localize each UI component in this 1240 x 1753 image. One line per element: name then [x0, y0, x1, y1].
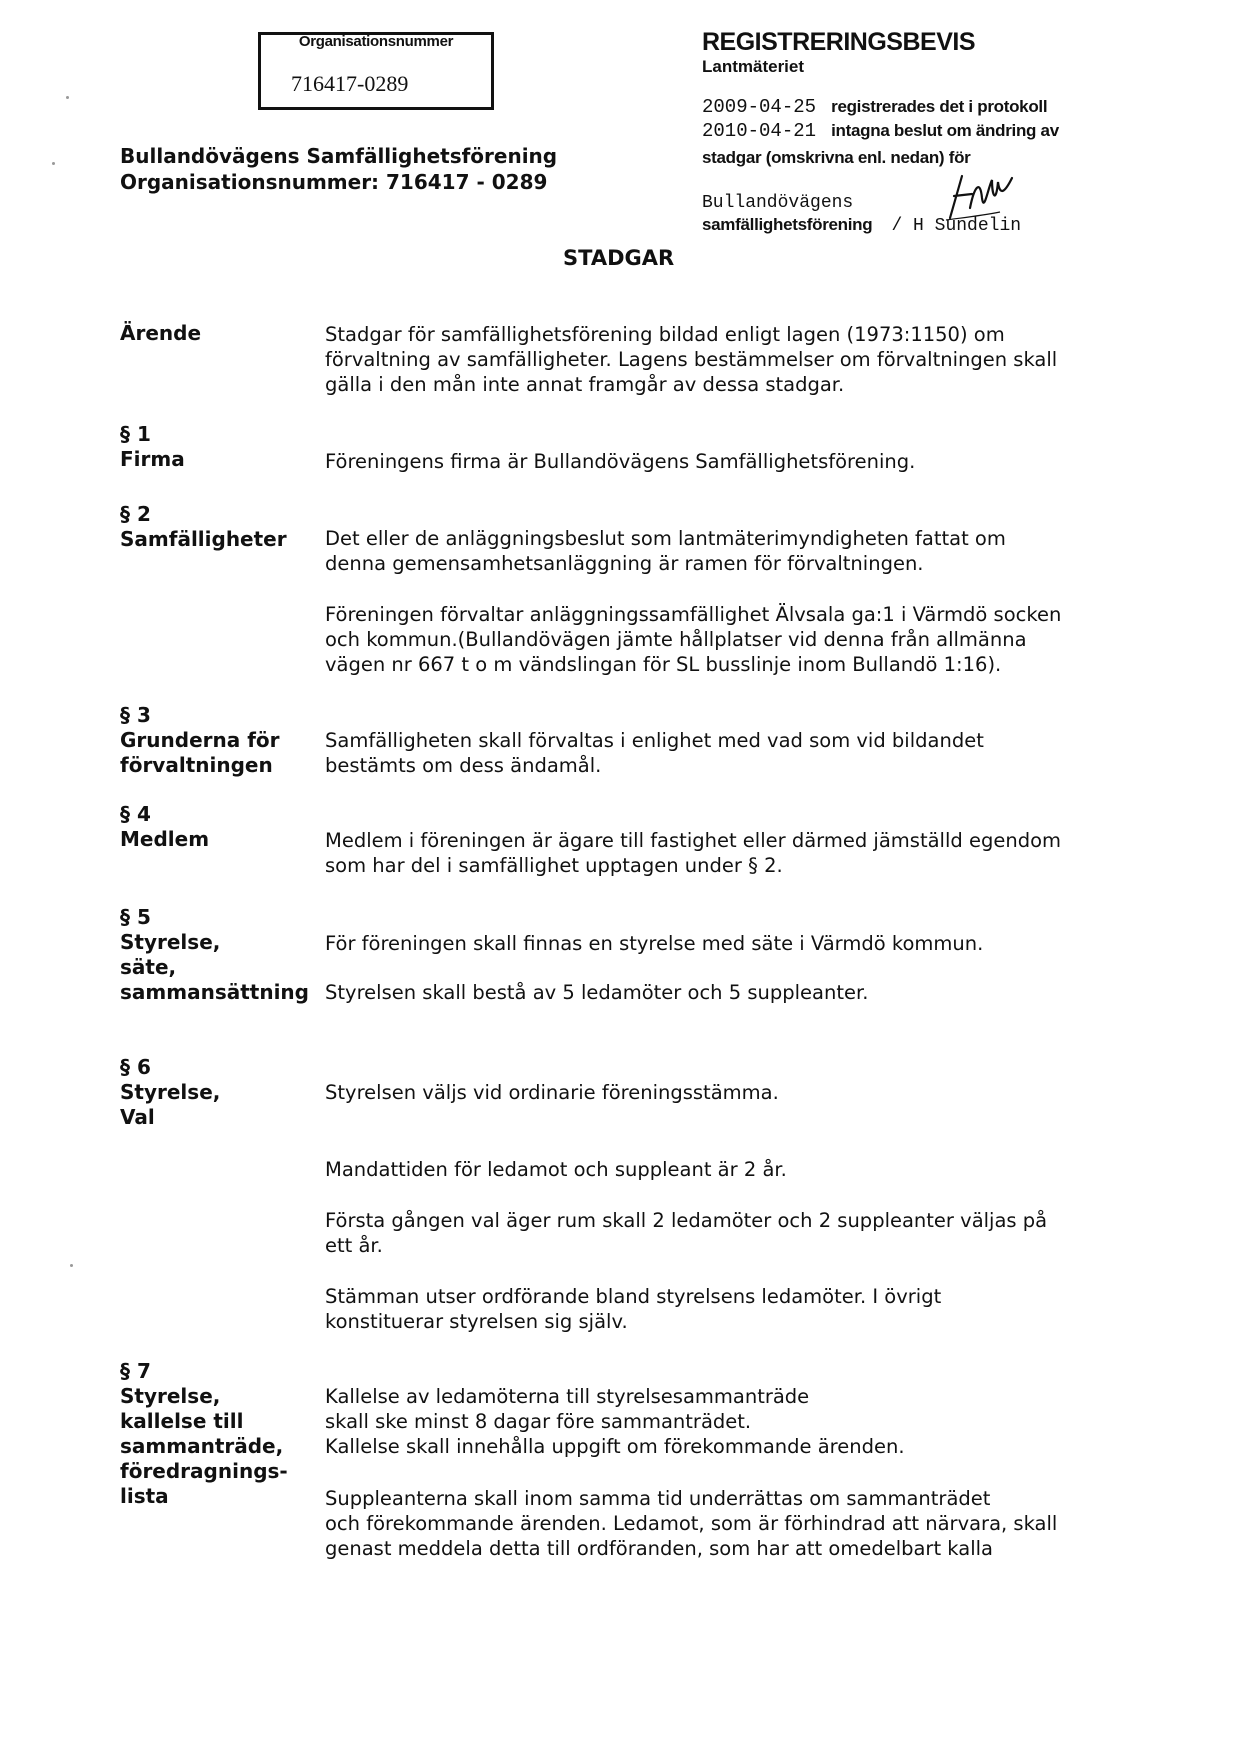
registration-date-1: 2009-04-25	[702, 96, 817, 118]
section-1-label	[120, 422, 185, 472]
section-6-paragraph-4	[325, 1284, 941, 1334]
registration-text-2: intagna beslut om ändring av	[831, 121, 1059, 140]
section-3-number: § 3	[120, 703, 151, 727]
section-arende-text	[325, 322, 1057, 397]
registration-date-2: 2010-04-21	[702, 120, 817, 142]
registration-authority: Lantmäteriet	[702, 57, 805, 76]
section-6-paragraph-1: Styrelsen väljs vid ordinarie föreningsstämma.	[325, 1081, 779, 1104]
section-3-text	[325, 728, 984, 778]
section-4-text	[325, 828, 1061, 878]
section-6-paragraph-3	[325, 1208, 1047, 1258]
text-line: och förekommande ärenden. Ledamot, som är förhindrad att närvara, skall	[325, 1512, 1058, 1535]
signature-image	[940, 168, 1020, 230]
section-3-title-line: förvaltningen	[120, 753, 273, 777]
org-number-box-label: Organisationsnummer	[298, 33, 454, 50]
section-5-paragraph-1: För föreningen skall finnas en styrelse med säte i Värmdö kommun.	[325, 932, 984, 955]
section-5-label	[120, 905, 309, 1005]
section-2-title: Samfälligheter	[120, 527, 287, 551]
section-5-paragraph-2: Styrelsen skall bestå av 5 ledamöter och 5 suppleanter.	[325, 981, 869, 1004]
text-line: Suppleanterna skall inom samma tid underrättas om sammanträdet	[325, 1487, 991, 1510]
association-header	[120, 143, 557, 195]
text-line: som har del i samfällighet upptagen under § 2.	[325, 854, 783, 877]
section-4-label	[120, 802, 209, 852]
section-2-paragraph-2	[325, 602, 1061, 677]
text-line: Kallelse av ledamöterna till styrelsesammanträde	[325, 1385, 810, 1408]
org-number-box	[258, 32, 494, 110]
section-7-title-line: lista	[120, 1484, 169, 1508]
text-line: gälla i den mån inte annat framgår av dessa stadgar.	[325, 373, 845, 396]
section-7-title-line: kallelse till	[120, 1409, 244, 1433]
section-6-number: § 6	[120, 1055, 151, 1079]
section-arende-label: Ärende	[120, 321, 202, 345]
text-line: Stämman utser ordförande bland styrelsens ledamöter. I övrigt	[325, 1285, 942, 1308]
section-2-label	[120, 502, 287, 552]
section-3-title-line: Grunderna för	[120, 728, 280, 752]
text-line: bestämts om dess ändamål.	[325, 754, 602, 777]
section-5-title-line: Styrelse,	[120, 930, 221, 954]
text-line: förvaltning av samfälligheter. Lagens bestämmelser om förvaltningen skall	[325, 348, 1058, 371]
section-2-paragraph-1	[325, 526, 1006, 576]
section-3-label	[120, 703, 280, 778]
text-line: genast meddela detta till ordföranden, som har att omedelbart kalla	[325, 1537, 993, 1560]
registration-name-2: samfällighetsförening	[702, 215, 873, 234]
registration-stamp	[702, 28, 975, 77]
section-6-paragraph-2: Mandattiden för ledamot och suppleant är 2 år.	[325, 1158, 787, 1181]
text-line: denna gemensamhetsanläggning är ramen för förvaltningen.	[325, 552, 924, 575]
registration-text-3: stadgar (omskrivna enl. nedan) för	[702, 148, 971, 167]
section-6-title-line: Val	[120, 1105, 155, 1129]
text-line: Stadgar för samfällighetsförening bildad enligt lagen (1973:1150) om	[325, 323, 1005, 346]
section-5-title-line: sammansättning	[120, 980, 309, 1004]
text-line: och kommun.(Bullandövägen jämte hållplatser vid denna från allmänna	[325, 628, 1027, 651]
section-5-title-line: säte,	[120, 955, 177, 979]
text-line: Föreningen förvaltar anläggningssamfällighet Älvsala ga:1 i Värmdö socken	[325, 603, 1062, 626]
section-4-number: § 4	[120, 802, 151, 826]
text-line: skall ske minst 8 dagar före sammanträdet.	[325, 1410, 752, 1433]
scan-speck	[70, 1264, 73, 1267]
section-7-title-line: föredragnings-	[120, 1459, 288, 1483]
section-5-number: § 5	[120, 905, 151, 929]
registration-title: REGISTRERINGSBEVIS	[702, 28, 975, 56]
text-line: Första gången val äger rum skall 2 ledamöter och 2 suppleanter väljas på	[325, 1209, 1048, 1232]
registration-line-1	[702, 96, 1047, 118]
registration-line-2	[702, 120, 1059, 142]
section-7-label	[120, 1359, 288, 1509]
section-1-number: § 1	[120, 422, 151, 446]
text-line: ett år.	[325, 1234, 383, 1257]
section-6-label	[120, 1055, 220, 1130]
section-7-title-line: Styrelse,	[120, 1384, 221, 1408]
document-heading: STADGAR	[563, 246, 675, 270]
association-name: Bullandövägens Samfällighetsförening	[120, 144, 558, 168]
text-line: Medlem i föreningen är ägare till fastighet eller därmed jämställd egendom	[325, 829, 1061, 852]
section-6-title-line: Styrelse,	[120, 1080, 221, 1104]
section-7-paragraph-1	[325, 1384, 905, 1459]
section-1-text: Föreningens firma är Bullandövägens Samfällighetsförening.	[325, 450, 916, 473]
text-line: Det eller de anläggningsbeslut som lantmäterimyndigheten fattat om	[325, 527, 1006, 550]
registration-text-1: registrerades det i protokoll	[831, 97, 1048, 116]
association-orgnr: Organisationsnummer: 716417 - 0289	[120, 170, 548, 194]
section-2-number: § 2	[120, 502, 151, 526]
section-7-title-line: sammanträde,	[120, 1434, 284, 1458]
section-1-title: Firma	[120, 447, 185, 471]
scan-speck	[66, 96, 69, 99]
scan-speck	[52, 162, 55, 165]
text-line: konstituerar styrelsen sig själv.	[325, 1310, 628, 1333]
registration-name-1: Bullandövägens	[702, 193, 854, 213]
text-line: Samfälligheten skall förvaltas i enlighet med vad som vid bildandet	[325, 729, 984, 752]
org-number-box-value: 716417-0289	[291, 71, 409, 96]
registration-signed-by: / H Sundelin	[891, 216, 1022, 236]
section-7-paragraph-2	[325, 1486, 1057, 1561]
text-line: vägen nr 667 t o m vändslingan för SL busslinje inom Bullandö 1:16).	[325, 653, 1002, 676]
section-4-title: Medlem	[120, 827, 210, 851]
text-line: Kallelse skall innehålla uppgift om förekommande ärenden.	[325, 1435, 905, 1458]
section-7-number: § 7	[120, 1359, 151, 1383]
